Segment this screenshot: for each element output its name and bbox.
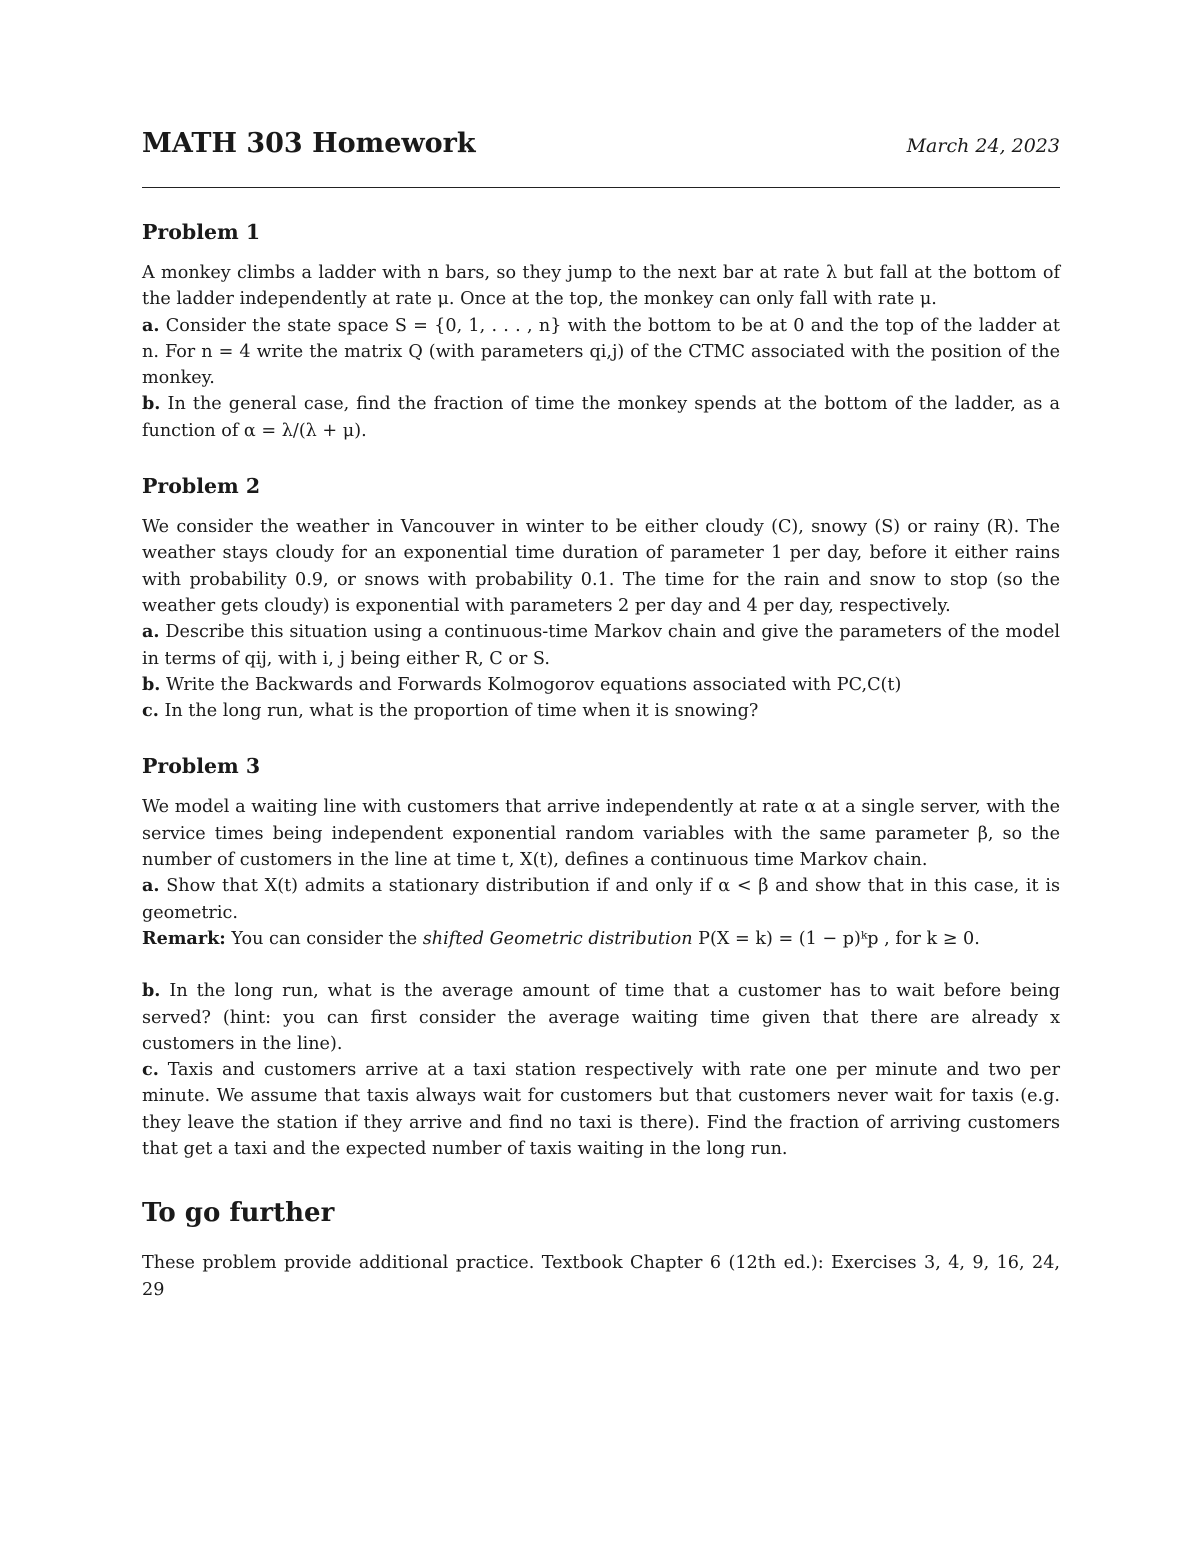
problem-2-part-b-label: b. — [142, 673, 161, 695]
problem-1-part-a: Consider the state space S = {0, 1, . . . , n} with the bottom to be at 0 and the top of the ladder at n. For n = 4 write the matrix Q (with parameters qi,j) of the CTMC associated with the position of the monkey. — [142, 315, 1060, 389]
problem-3-part-a: Show that X(t) admits a stationary distribution if and only if α < β and show that in this case, it is geometric. — [142, 876, 1060, 923]
further-text: These problem provide additional practice. Textbook Chapter 6 (12th ed.): Exercises 3, 4, 9, 16, 24, 29 — [142, 1253, 1060, 1300]
problem-3-heading: Problem 3 — [142, 754, 261, 779]
problem-2-part-a-label: a. — [142, 621, 160, 643]
problem-1-part-b-label: b. — [142, 393, 161, 415]
problem-2-part-b: Write the Backwards and Forwards Kolmogorov equations associated with PC,C(t) — [166, 674, 902, 695]
problem-1-text — [142, 260, 1060, 444]
problem-3-text-continued — [142, 978, 1060, 1162]
problem-3-part-b-label: b. — [142, 980, 161, 1002]
problem-3-remark-label: Remark: — [142, 927, 226, 949]
document-date: March 24, 2023 — [906, 135, 1060, 157]
problem-3-part-c: Taxis and customers arrive at a taxi station respectively with rate one per minute and two per minute. We assume that taxis always wait for customers but that customers never wait for taxis (e.g. they leave the station if they arrive and find no taxi is there). Find the fraction of arriving customers that get a taxi and the expected number of taxis waiting in the long run. — [142, 1060, 1060, 1160]
problem-2-text — [142, 514, 1060, 724]
problem-3-part-b: In the long run, what is the average amount of time that a customer has to wait before being served? (hint: you can first consider the average waiting time given that there are already x customers in the line). — [142, 981, 1060, 1054]
problem-3-remark-pre: You can consider the — [231, 928, 418, 949]
problem-2-heading: Problem 2 — [142, 474, 261, 499]
document-title: MATH 303 Homework — [142, 128, 476, 159]
problem-1-part-b: In the general case, find the fraction of time the monkey spends at the bottom of the ladder, as a function of α = λ/(λ + μ). — [142, 394, 1061, 441]
problem-3-part-c-label: c. — [142, 1059, 159, 1081]
problem-1-intro: A monkey climbs a ladder with n bars, so they jump to the next bar at rate λ but fall at the bottom of the ladder independently at rate μ. Once at the top, the monkey can only fall with rate μ. — [142, 263, 1060, 310]
problem-1-heading: Problem 1 — [142, 220, 261, 244]
homework-page — [142, 128, 1060, 1303]
document-header — [142, 128, 1060, 172]
problem-3-remark-post: P(X = k) = (1 − p)ᵏp , for k ≥ 0. — [698, 928, 980, 949]
problem-3-part-a-label: a. — [142, 875, 160, 897]
paragraph-gap — [142, 952, 1060, 978]
problem-1-part-a-label: a. — [142, 314, 160, 336]
header-rule — [142, 187, 1060, 188]
further-heading: To go further — [142, 1198, 335, 1229]
problem-2-intro: We consider the weather in Vancouver in winter to be either cloudy (C), snowy (S) or rainy (R). The weather stays cloudy for an exponential time duration of parameter 1 per day, before it either rains with probability 0.9, or snows with probability 0.1. The time for the rain and snow to stop (so the weather gets cloudy) is exponential with parameters 2 per day and 4 per day, respectively. — [142, 517, 1060, 616]
problem-3-text — [142, 794, 1060, 952]
problem-3-remark-emphasis: shifted Geometric distribution — [422, 928, 693, 949]
problem-2-part-c-label: c. — [142, 700, 159, 722]
problem-2-part-c: In the long run, what is the proportion of time when it is snowing? — [164, 701, 759, 722]
problem-2-part-a: Describe this situation using a continuous-time Markov chain and give the parameters of the model in terms of qij, with i, j being either R, C or S. — [142, 622, 1060, 669]
problem-3-intro: We model a waiting line with customers that arrive independently at rate α at a single server, with the service times being independent exponential random variables with the same parameter β, so the number of customers in the line at time t, X(t), defines a continuous time Markov chain. — [142, 797, 1060, 871]
